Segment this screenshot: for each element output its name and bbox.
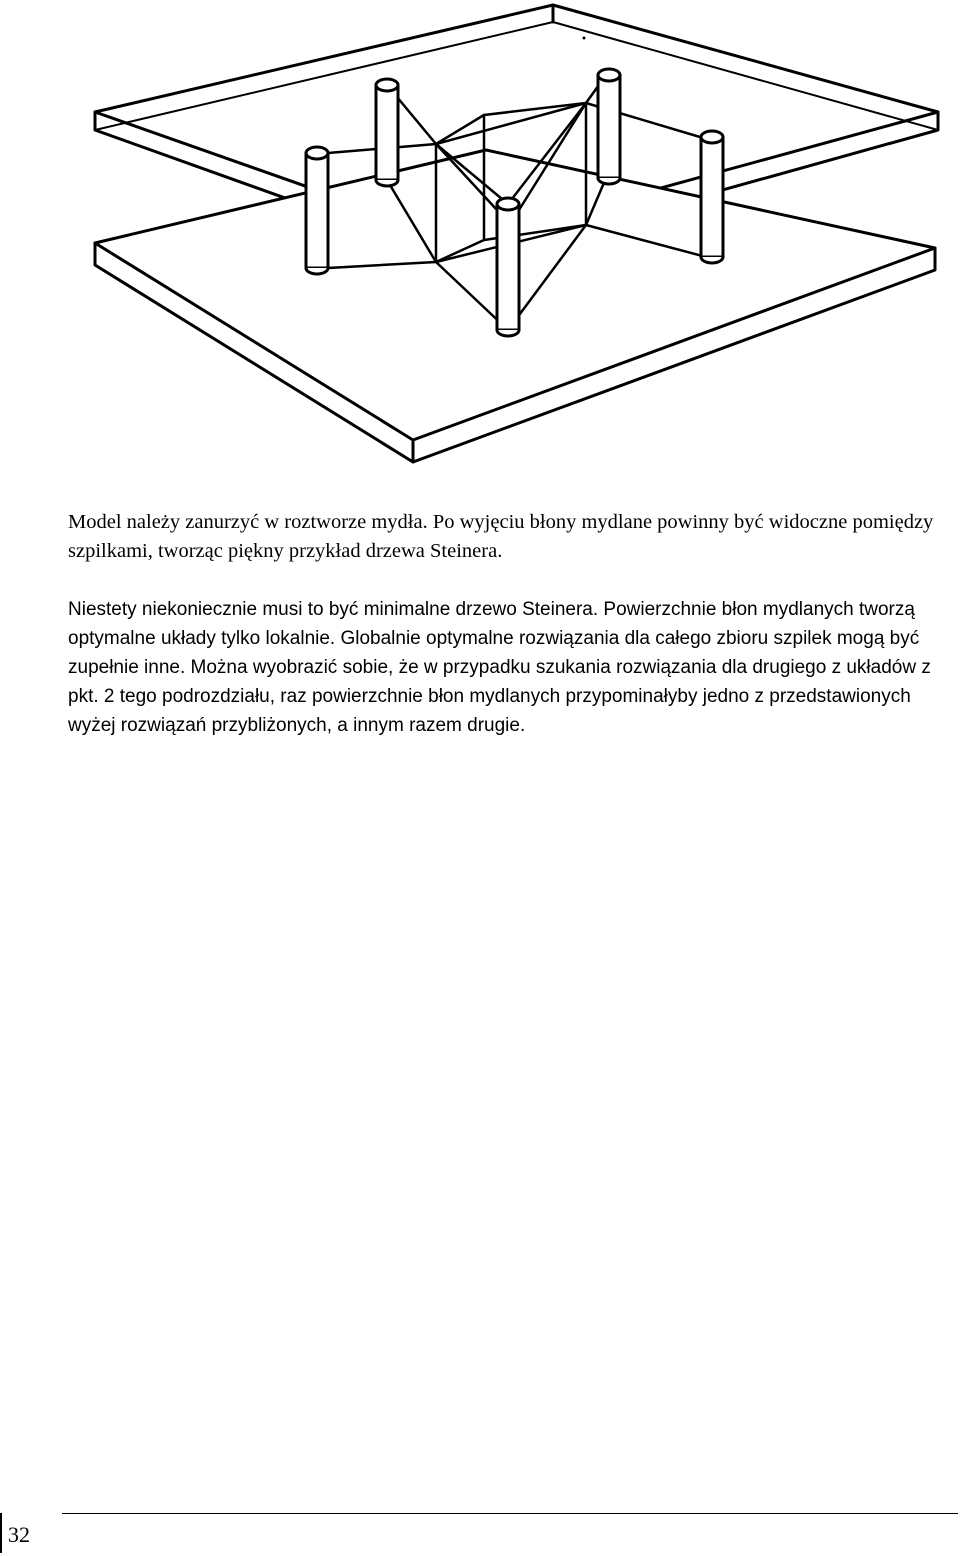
page-footer <box>0 1512 960 1556</box>
page-number: 32 <box>8 1522 30 1547</box>
footer-horizontal-rule <box>62 1513 958 1514</box>
footer-vertical-rule <box>0 1513 2 1553</box>
body-text <box>68 508 940 740</box>
pin-right <box>701 131 723 263</box>
paragraph-2: Niestety niekoniecznie musi to być minimalne drzewo Steinera. Powierzchnie błon mydlanych tworzą optymalne układy tylko lokalnie. Globalnie optymalne rozwiązania dla całego zbioru szpilek mogą być zupełnie inne. Można wyobrazić sobie, że w przypadku szukania rozwiązania dla drugiego z układów z pkt. 2 tego podrozdziału, raz powierzchnie błon mydlanych przypominałyby jedno z przedstawionych wyżej rozwiązań przybliżonych, a innym razem drugie. <box>68 599 931 736</box>
pin-back-right <box>598 69 620 184</box>
figure-drawing <box>0 0 960 480</box>
steiner-soap-film-figure <box>0 0 960 480</box>
pin-back-left <box>376 79 398 186</box>
pin-left <box>306 147 328 274</box>
pin-front <box>497 198 519 336</box>
speck-mark <box>583 37 586 40</box>
paragraph-1: Model należy zanurzyć w roztworze mydła. Po wyjęciu błony mydlane powinny być widoczne pomiędzy szpilkami, tworząc piękny przykład drzewa Steinera. <box>68 511 934 562</box>
